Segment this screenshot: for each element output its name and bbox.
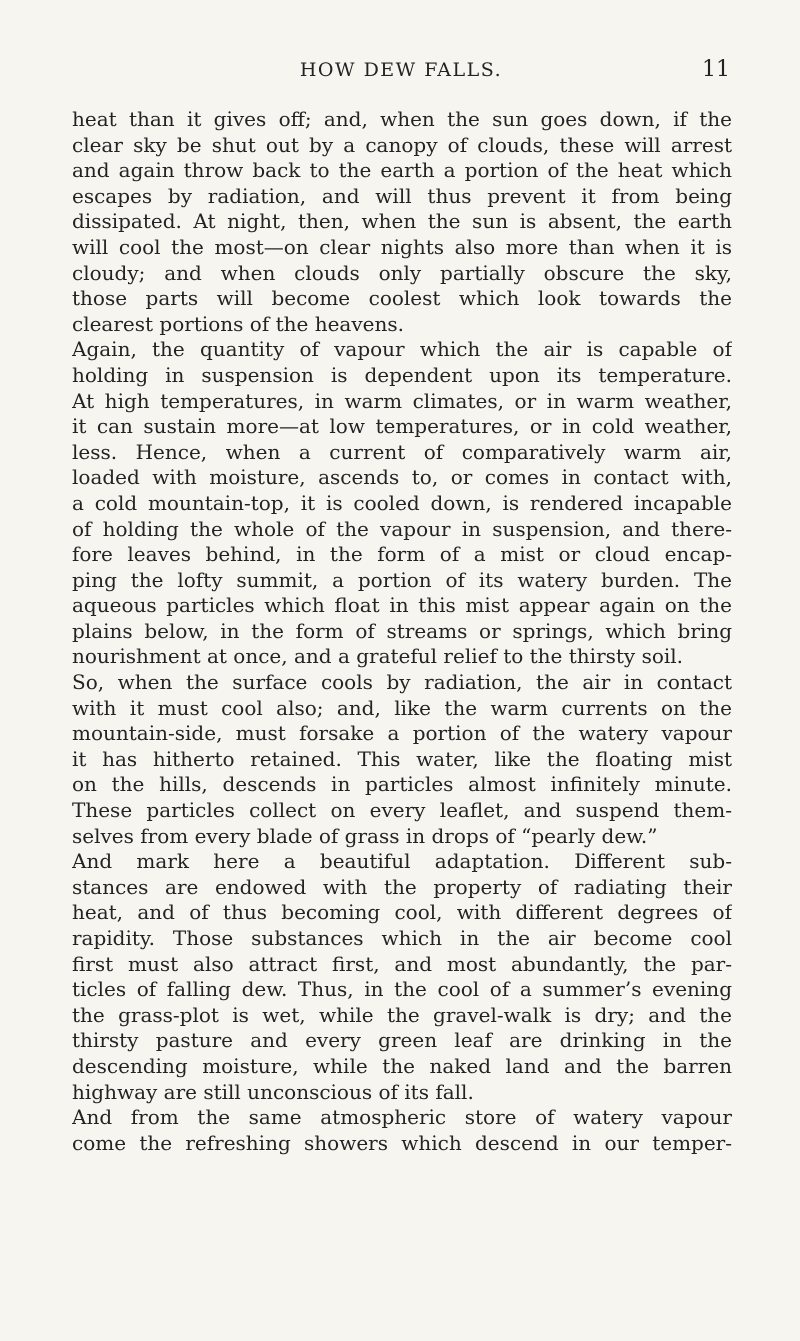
text-line: first must also attract first, and most abundantly, the par- — [72, 951, 732, 976]
text-line: So, when the surface cools by radiation, the air in contact — [72, 670, 732, 695]
text-line: mountain-side, must forsake a portion of the watery vapour — [72, 721, 732, 746]
text-line: And from the same atmospheric store of watery vapour — [72, 1105, 732, 1130]
text-line: selves from every blade of grass in drops of “pearly dew.” — [72, 823, 658, 848]
text-line: fore leaves behind, in the form of a mist or cloud encap- — [72, 542, 732, 567]
text-line: nourishment at once, and a grateful relief to the thirsty soil. — [72, 644, 684, 669]
paragraph-3 — [72, 670, 732, 849]
text-line: descending moisture, while the naked land and the barren — [72, 1053, 732, 1078]
text-line: the grass-plot is wet, while the gravel-walk is dry; and the — [72, 1002, 732, 1027]
paragraph-1 — [72, 107, 732, 337]
text-line: it can sustain more—at low temperatures, or in cold weather, — [72, 414, 732, 439]
text-line: ticles of falling dew. Thus, in the cool of a summer’s evening — [72, 977, 732, 1002]
page-number: 11 — [702, 57, 730, 82]
text-line: These particles collect on every leaflet, and suspend them- — [72, 798, 732, 823]
text-line: plains below, in the form of streams or springs, which bring — [72, 618, 732, 643]
text-line: stances are endowed with the property of radiating their — [72, 874, 732, 899]
text-line: with it must cool also; and, like the warm currents on the — [72, 695, 732, 720]
text-line: loaded with moisture, ascends to, or comes in contact with, — [72, 465, 732, 490]
text-line: highway are still unconscious of its fall. — [72, 1079, 474, 1104]
text-line: less. Hence, when a current of comparatively warm air, — [72, 439, 732, 464]
text-line: and again throw back to the earth a portion of the heat which — [72, 158, 732, 183]
text-line: ping the lofty summit, a portion of its watery burden. The — [72, 567, 732, 592]
text-line: will cool the most—on clear nights also more than when it is — [72, 234, 732, 259]
text-line: clear sky be shut out by a canopy of clouds, these will arrest — [72, 132, 732, 157]
text-line: And mark here a beautiful adaptation. Different sub- — [72, 849, 732, 874]
text-line: holding in suspension is dependent upon its temperature. — [72, 362, 732, 387]
body-text — [72, 107, 732, 1156]
text-line: come the refreshing showers which descend in our temper- — [72, 1130, 732, 1155]
text-line: of holding the whole of the vapour in suspension, and there- — [72, 516, 732, 541]
text-line: cloudy; and when clouds only partially obscure the sky, — [72, 260, 732, 285]
paragraph-2 — [72, 337, 732, 670]
text-line: those parts will become coolest which look towards the — [72, 286, 732, 311]
text-line: aqueous particles which float in this mist appear again on the — [72, 593, 732, 618]
text-line: dissipated. At night, then, when the sun is absent, the earth — [72, 209, 732, 234]
text-line: At high temperatures, in warm climates, or in warm weather, — [72, 388, 732, 413]
paragraph-4 — [72, 849, 732, 1105]
text-line: Again, the quantity of vapour which the air is capable of — [72, 337, 732, 362]
paragraph-5 — [72, 1105, 732, 1156]
text-line: thirsty pasture and every green leaf are drinking in the — [72, 1028, 732, 1053]
running-title: HOW DEW FALLS. — [299, 59, 503, 81]
text-line: escapes by radiation, and will thus prevent it from being — [72, 183, 732, 208]
text-line: clearest portions of the heavens. — [72, 311, 404, 336]
text-line: heat than it gives off; and, when the sun goes down, if the — [72, 107, 732, 131]
text-line: a cold mountain-top, it is cooled down, is rendered incapable — [72, 490, 732, 515]
text-line: it has hitherto retained. This water, like the floating mist — [72, 746, 732, 771]
text-line: on the hills, descends in particles almost infinitely minute. — [72, 772, 732, 797]
text-line: rapidity. Those substances which in the air become cool — [72, 926, 732, 950]
running-head — [72, 55, 730, 85]
text-line: heat, and of thus becoming cool, with different degrees of — [72, 900, 732, 925]
